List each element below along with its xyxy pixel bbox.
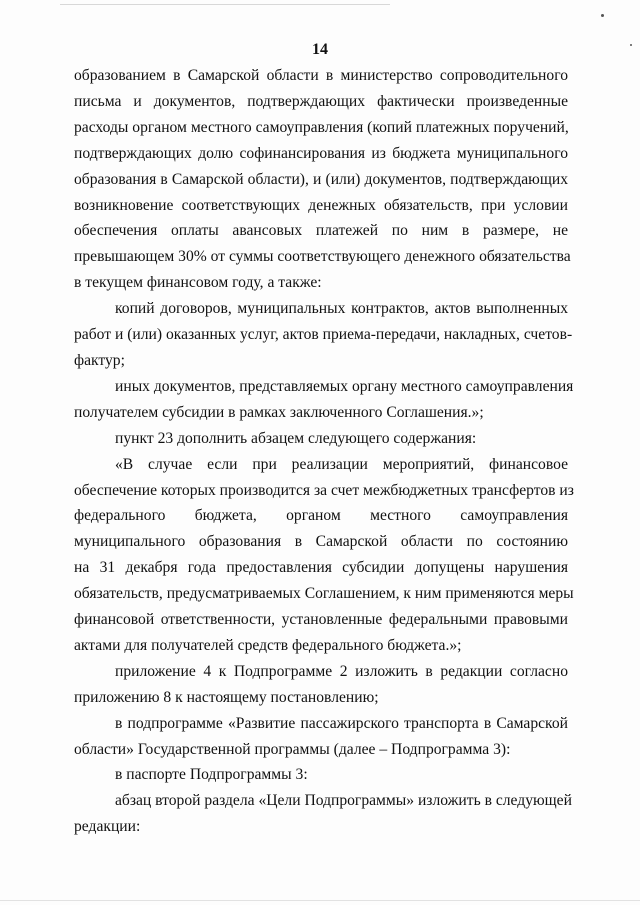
document-body — [74, 63, 574, 840]
text-line: в подпрограмме «Развитие пассажирского транспорта в Самарской — [115, 714, 568, 732]
text-line: редакции: — [74, 818, 141, 836]
text-line: «В случае если при реализации мероприятий, финансовое — [115, 455, 568, 473]
text-line: подтверждающих долю софинансирования из бюджета муниципального — [74, 144, 568, 162]
text-line: в паспорте Подпрограммы 3: — [115, 766, 308, 784]
text-line: области» Государственной программы (далее – Подпрограмма 3): — [74, 740, 511, 758]
text-line: образования в Самарской области), и (или) документов, подтверждающих — [74, 170, 568, 188]
paragraph — [74, 296, 573, 374]
scan-bottom-edge — [0, 900, 640, 901]
text-line: муниципального образования в Самарской области по состоянию — [74, 533, 568, 551]
text-line: актами для получателей средств федерального бюджета.»; — [74, 636, 462, 654]
scan-edge-line — [60, 4, 390, 5]
text-line: копий договоров, муниципальных контрактов, актов выполненных — [115, 300, 568, 318]
text-line: работ и (или) оказанных услуг, актов приема-передачи, накладных, счетов- — [74, 326, 573, 344]
text-line: абзац второй раздела «Цели Подпрограммы» изложить в следующей — [115, 792, 572, 810]
text-line: обязательств, предусматриваемых Соглашением, к ним применяются меры — [74, 585, 574, 603]
paragraph — [74, 659, 568, 711]
text-line: превышающем 30% от суммы соответствующего денежного обязательства — [74, 248, 571, 266]
text-line: федерального бюджета, органом местного самоуправления — [74, 507, 568, 525]
text-line: образованием в Самарской области в министерство сопроводительного — [74, 67, 568, 84]
text-line: иных документов, представляемых органу местного самоуправления — [115, 377, 574, 395]
page-number: 14 — [312, 41, 328, 58]
text-line: приложение 4 к Подпрограмме 2 изложить в редакции согласно — [115, 662, 568, 680]
text-line: обеспечения оплаты авансовых платежей по ним в размере, не — [74, 222, 568, 240]
text-line: письма и документов, подтверждающих фактически произведенные — [74, 92, 568, 110]
text-line: пункт 23 дополнить абзацем следующего содержания: — [115, 429, 477, 447]
paragraph — [74, 374, 574, 426]
paragraph — [74, 452, 574, 659]
text-line: получателем субсидии в рамках заключенного Соглашения.»; — [74, 403, 484, 421]
text-line: в текущем финансовом году, а также: — [74, 274, 322, 292]
paragraph — [74, 63, 571, 296]
scan-speck — [601, 14, 604, 17]
text-line: обеспечение которых производится за счет межбюджетных трансфертов из — [74, 481, 574, 499]
text-line: приложению 8 к настоящему постановлению; — [74, 688, 379, 706]
text-line: возникновение соответствующих денежных обязательств, при условии — [74, 196, 568, 214]
paragraph — [74, 788, 572, 840]
paragraph — [74, 762, 568, 788]
text-line: фактур; — [74, 351, 125, 369]
text-line: расходы органом местного самоуправления (копий платежных поручений, — [74, 118, 569, 136]
paragraph — [74, 426, 568, 452]
text-line: на 31 декабря года предоставления субсидии допущены нарушения — [74, 559, 568, 577]
paragraph — [74, 711, 568, 763]
text-line: финансовой ответственности, установленные федеральными правовыми — [74, 611, 568, 629]
